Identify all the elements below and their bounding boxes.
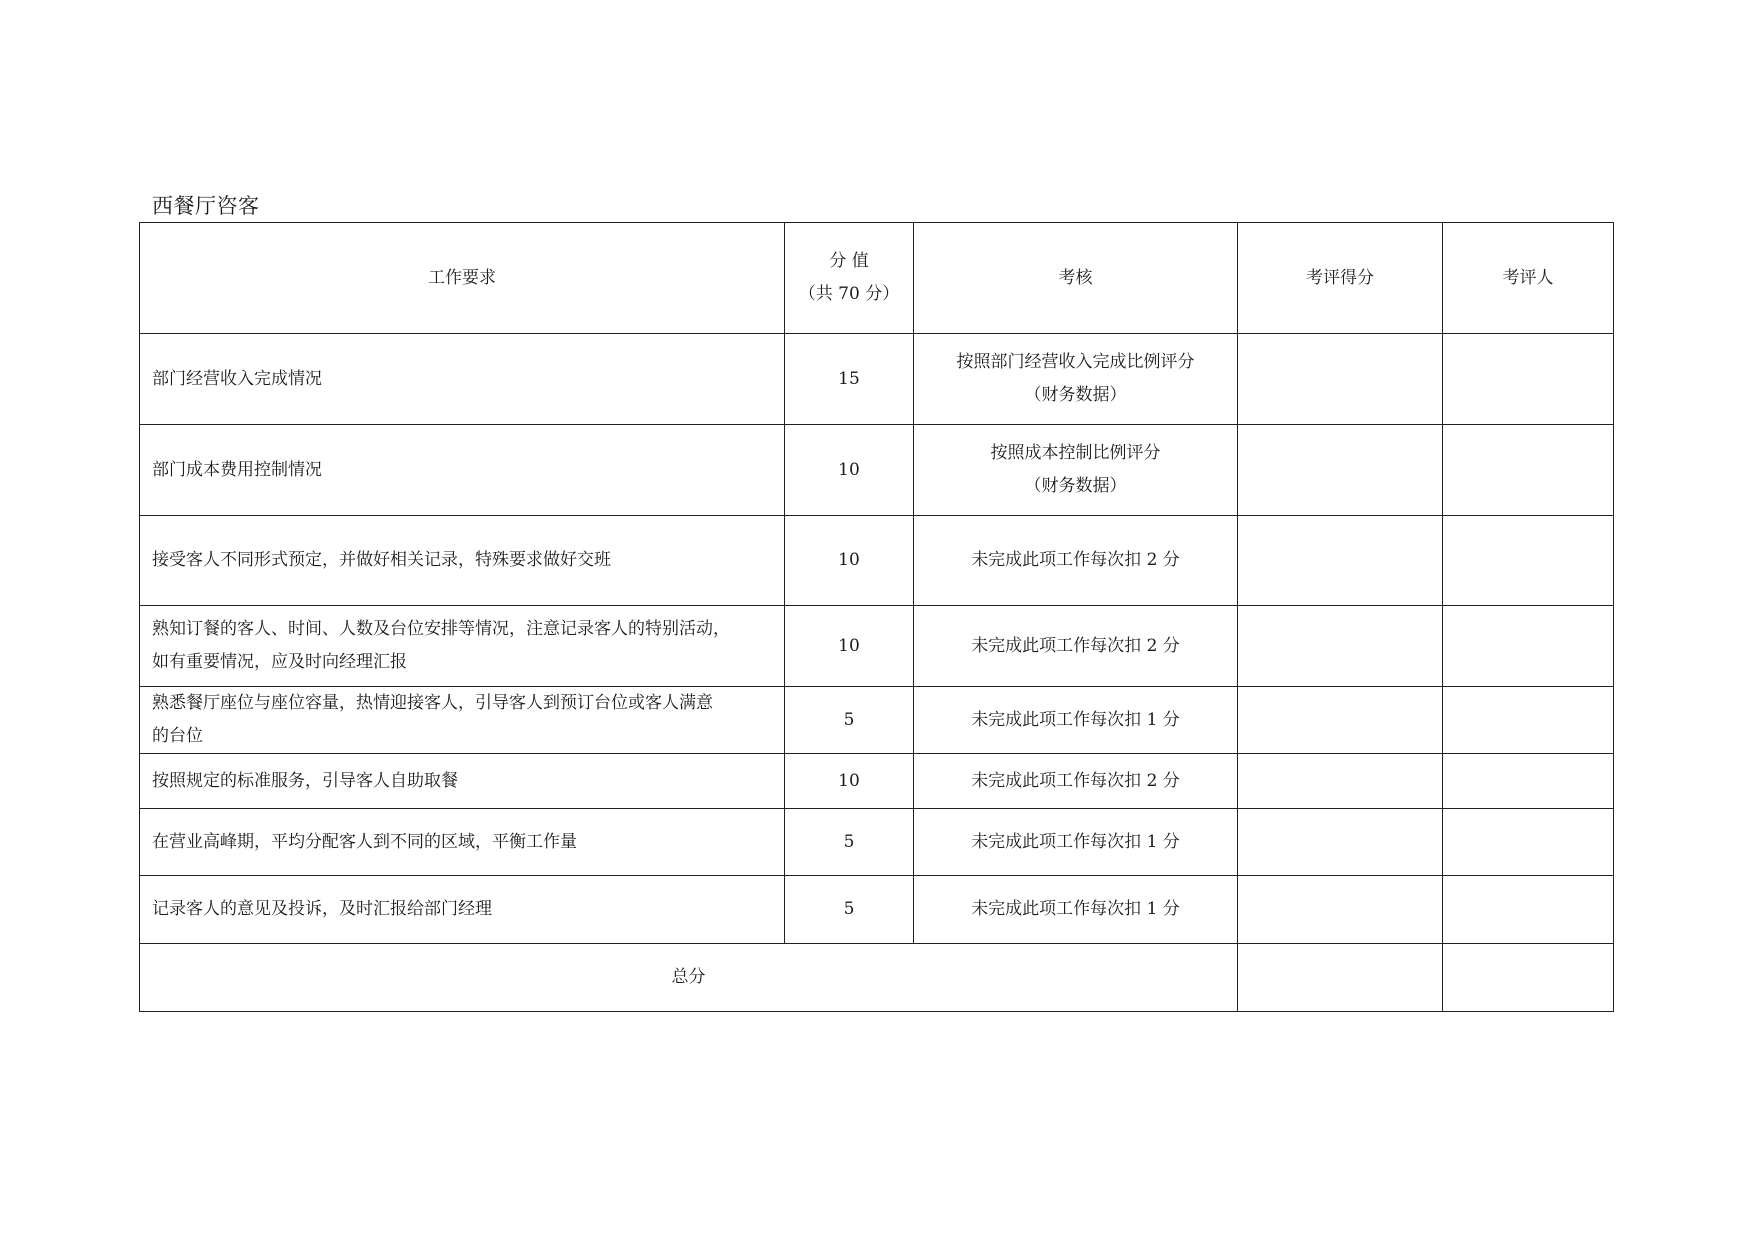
score-cell: 5 bbox=[785, 876, 914, 944]
check-cell bbox=[914, 334, 1238, 425]
check-cell: 未完成此项工作每次扣 2 分 bbox=[914, 754, 1238, 809]
total-reviewer-cell[interactable] bbox=[1443, 944, 1614, 1012]
requirement-line1: 熟悉餐厅座位与座位容量，热情迎接客人，引导客人到预订台位或客人满意 bbox=[152, 693, 713, 713]
score-cell: 15 bbox=[785, 334, 914, 425]
evaluation-table bbox=[139, 222, 1614, 1012]
score-cell: 10 bbox=[785, 425, 914, 516]
check-cell: 未完成此项工作每次扣 1 分 bbox=[914, 687, 1238, 754]
obtained-cell[interactable] bbox=[1238, 516, 1443, 606]
obtained-cell[interactable] bbox=[1238, 687, 1443, 754]
reviewer-cell[interactable] bbox=[1443, 687, 1614, 754]
check-line1: 按照成本控制比例评分 bbox=[990, 443, 1161, 463]
requirement-line1: 熟知订餐的客人、时间、人数及台位安排等情况，注意记录客人的特别活动， bbox=[152, 619, 730, 639]
table-row bbox=[140, 334, 1614, 425]
score-cell: 5 bbox=[785, 809, 914, 876]
reviewer-cell[interactable] bbox=[1443, 606, 1614, 687]
total-label: 总分 bbox=[140, 944, 1238, 1012]
obtained-cell[interactable] bbox=[1238, 754, 1443, 809]
check-cell bbox=[914, 425, 1238, 516]
reviewer-cell[interactable] bbox=[1443, 754, 1614, 809]
requirement-cell bbox=[140, 606, 785, 687]
reviewer-cell[interactable] bbox=[1443, 334, 1614, 425]
total-obtained-cell[interactable] bbox=[1238, 944, 1443, 1012]
header-requirement: 工作要求 bbox=[140, 223, 785, 334]
table-header-row bbox=[140, 223, 1614, 334]
header-obtained: 考评得分 bbox=[1238, 223, 1443, 334]
total-row bbox=[140, 944, 1614, 1012]
check-cell: 未完成此项工作每次扣 1 分 bbox=[914, 809, 1238, 876]
table-row bbox=[140, 425, 1614, 516]
table-row bbox=[140, 876, 1614, 944]
requirement-cell: 记录客人的意见及投诉，及时汇报给部门经理 bbox=[140, 876, 785, 944]
table-row bbox=[140, 516, 1614, 606]
header-check: 考核 bbox=[914, 223, 1238, 334]
requirement-cell: 按照规定的标准服务，引导客人自助取餐 bbox=[140, 754, 785, 809]
score-cell: 10 bbox=[785, 754, 914, 809]
score-cell: 10 bbox=[785, 516, 914, 606]
requirement-cell: 部门经营收入完成情况 bbox=[140, 334, 785, 425]
header-score-line2: （共 70 分） bbox=[798, 284, 900, 304]
check-cell: 未完成此项工作每次扣 2 分 bbox=[914, 606, 1238, 687]
obtained-cell[interactable] bbox=[1238, 606, 1443, 687]
reviewer-cell[interactable] bbox=[1443, 425, 1614, 516]
requirement-line2: 的台位 bbox=[152, 726, 203, 746]
check-line1: 按照部门经营收入完成比例评分 bbox=[956, 352, 1195, 372]
requirement-cell bbox=[140, 687, 785, 754]
reviewer-cell[interactable] bbox=[1443, 516, 1614, 606]
obtained-cell[interactable] bbox=[1238, 334, 1443, 425]
requirement-cell: 接受客人不同形式预定，并做好相关记录，特殊要求做好交班 bbox=[140, 516, 785, 606]
table-row bbox=[140, 754, 1614, 809]
obtained-cell[interactable] bbox=[1238, 809, 1443, 876]
header-reviewer: 考评人 bbox=[1443, 223, 1614, 334]
requirement-cell: 在营业高峰期，平均分配客人到不同的区域，平衡工作量 bbox=[140, 809, 785, 876]
header-score bbox=[785, 223, 914, 334]
requirement-line2: 如有重要情况，应及时向经理汇报 bbox=[152, 652, 407, 672]
reviewer-cell[interactable] bbox=[1443, 876, 1614, 944]
score-cell: 5 bbox=[785, 687, 914, 754]
score-cell: 10 bbox=[785, 606, 914, 687]
table-row bbox=[140, 687, 1614, 754]
reviewer-cell[interactable] bbox=[1443, 809, 1614, 876]
requirement-cell: 部门成本费用控制情况 bbox=[140, 425, 785, 516]
page-title: 西餐厅咨客 bbox=[152, 194, 260, 218]
check-line2: （财务数据） bbox=[1024, 476, 1127, 496]
table-row bbox=[140, 809, 1614, 876]
check-line2: （财务数据） bbox=[1024, 385, 1127, 405]
obtained-cell[interactable] bbox=[1238, 425, 1443, 516]
check-cell: 未完成此项工作每次扣 2 分 bbox=[914, 516, 1238, 606]
check-cell: 未完成此项工作每次扣 1 分 bbox=[914, 876, 1238, 944]
obtained-cell[interactable] bbox=[1238, 876, 1443, 944]
table-row bbox=[140, 606, 1614, 687]
header-score-line1: 分 值 bbox=[829, 251, 869, 271]
